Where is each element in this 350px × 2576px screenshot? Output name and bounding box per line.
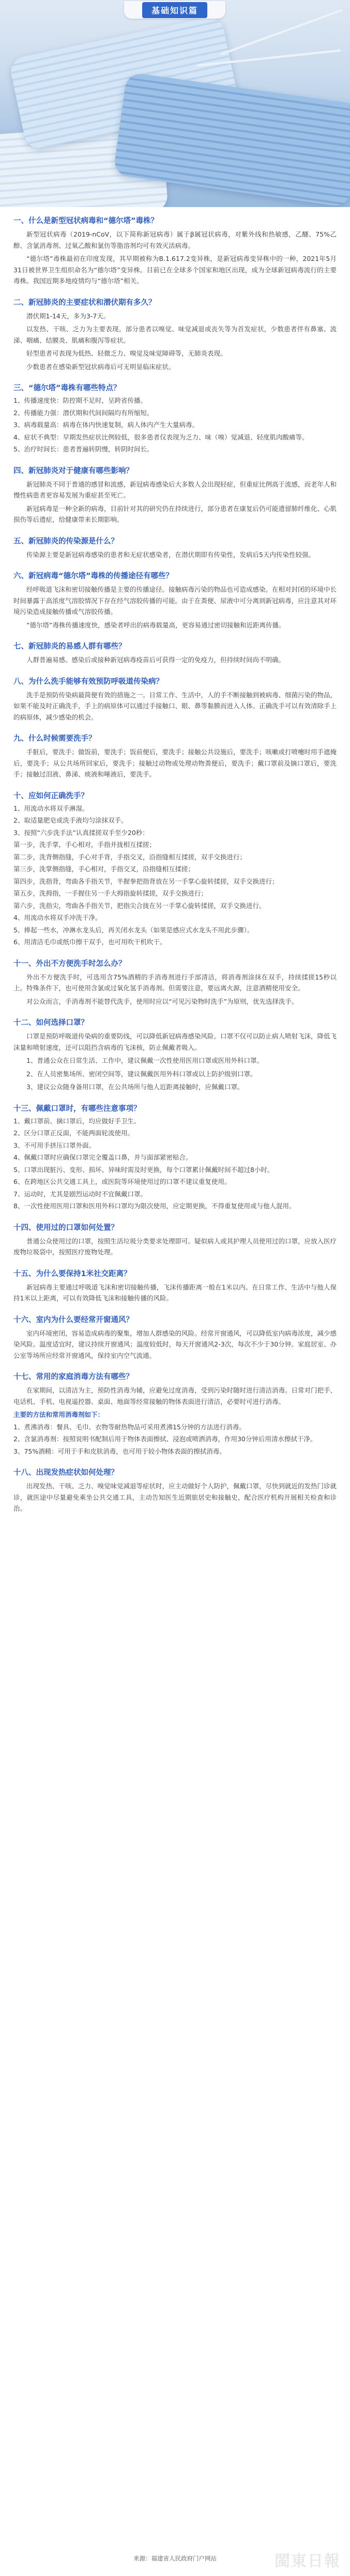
section-heading: 七、新冠肺炎的易感人群有哪些？ [13,642,126,651]
section-heading: 四、新冠肺炎对于健康有哪些影响？ [13,466,133,475]
paragraph: 在家期间，以清洁为主，预防性消毒为辅，应避免过度消毒，受到污染时随时进行清洁消毒。日常对门把手、电话机、手机、电视遥控器、桌面、地面等经常接触的物体表面进行清洁，必要时可进行消毒。 [13,1386,337,1406]
paragraph: 对公众而言，手消毒剂不能替代洗手，使用时应以“可见污染物时洗手”为原则，优先选择洗手。 [26,997,298,1005]
list-item: 1、用流动水将双手淋湿。 [13,804,89,812]
list-item: 第二步，洗背侧指缝，手心对手背，手指交叉，沿指缝相互揉搓，双手交换进行； [13,853,247,861]
paragraph: 出现发热、干咳、乏力、嗅觉味觉减退等症状时，应主动做好个人防护，佩戴口罩，尽快到就近的发热门诊就诊，就医途中尽量避免乘坐公共交通工具，主动告知医生近期旅居史和接触史，配合医疗机构开展相关检查和诊治。 [13,1482,337,1512]
paragraph: 潜伏期1-14天，多为3-7天。 [26,312,110,320]
sub-heading: 主要的方法和常用消毒剂如下： [13,1411,104,1418]
paragraph: 普通公众使用过的口罩，按照生活垃圾分类要求处理即可。疑似病人或其护理人员使用过的口罩，应放入医疗废物垃圾袋中，按照医疗废物处理。 [13,1237,337,1256]
list-item: 4、症状不典型：早期发热症状比例较低，很多患者仅表现为乏力、味（嗅）觉减退、轻度肌肉酸痛等。 [13,433,309,441]
paragraph: 3、建议公众随身备用口罩，在公共场所与他人近距离接触时，应佩戴口罩。 [26,1083,244,1091]
paragraph: 人群普遍易感。感染后或接种新冠病毒疫苗后可获得一定的免疫力，但持续时间尚不明确。 [26,656,285,664]
section-heading: 十三、佩戴口罩时，有哪些注意事项？ [13,1104,141,1113]
list-item: 第六步，洗指尖，弯曲各手指关节，把指尖合拢在另一手掌心旋转揉搓，双手交换进行。 [13,901,266,910]
paragraph: “德尔塔”毒株传播速度快，感染者呼出的病毒载量高，更容易通过密切接触和近距离传播。 [26,621,285,629]
article-body [0,207,350,1514]
footer [0,2541,350,2576]
section-heading: 二、新冠肺炎的主要症状和潜伏期有多久？ [13,298,156,307]
paragraph: 2、在人员密集场所、密闭空间等，建议佩戴医用外科口罩或以上防护级别口罩。 [26,1070,257,1078]
list-item: 4、用流动水将双手冲洗干净。 [13,914,102,921]
list-item: 6、用清洁毛巾或纸巾擦干双手，也可用吹干机吹干。 [13,938,166,946]
paragraph: 外出不方便洗手时，可选用含75%酒精的手消毒剂进行手部清洁，将消毒剂涂抹在双手，持续揉搓15秒以上。特殊条件下，也可使用含氯或过氧化氢手消毒剂。但需要注意，要远离火源，注意酒精使用安全。 [13,973,337,992]
section-heading: 十一、外出不方便洗手时怎么办？ [13,959,126,968]
list-item: 3、病毒载量高：病毒在体内快速复制，病人体内产生大量病毒。 [13,421,199,429]
section-heading: 六、新冠病毒“德尔塔”毒株的传播途径有哪些？ [13,572,174,580]
banner-image [0,0,350,207]
section-heading: 八、为什么洗手能够有效预防呼吸道传染病？ [13,677,163,686]
list-item: 3、75%酒精：可用于手和皮肤消毒，也可用于较小物体表面的擦拭消毒。 [13,1447,226,1455]
list-item: 3、不可用手挤压口罩外面。 [13,1141,95,1149]
section-heading: 十五、为什么要保持1米社交距离？ [13,1269,131,1278]
list-item: 5、口罩出现脏污、变形、损坏、异味时需及时更换，每个口罩累计佩戴时间不超过8小时。 [13,1165,274,1174]
list-item: 7、运动时，尤其是剧烈运动时不宜佩戴口罩。 [13,1190,147,1198]
paragraph: 口罩是预防呼吸道传染病的重要防线，可以降低新冠病毒感染风险。口罩不仅可以防止病人喷射飞沫，降低飞沫量和喷射速度，还可以阻挡含病毒的飞沫核，防止佩戴者吸入。 [13,1032,337,1051]
section-heading: 三、“德尔塔”毒株有哪些特点？ [13,384,121,392]
paragraph: 传染源主要是新冠病毒感染的患者和无症状感染者，在潜伏期即有传染性，发病后5天内传染性较强。 [26,550,315,559]
section-heading: 十二、如何选择口罩？ [13,1019,88,1027]
badge-label: 基础知识篇 [142,2,207,18]
paragraph: 洗手是预防传染病最简便有效的措施之一。日常工作、生活中，人的手不断接触到被病毒、细菌污染的物品，如果不能及时正确洗手，手上的病原体可以通过手接触口、眼、鼻等黏膜而进入人体。正确洗手可以有效清除手上的病原体，减少感染的机会。 [13,691,337,721]
section-heading: 五、新冠肺炎的传染源是什么？ [13,537,118,546]
watermark-logo: 閩東日報 [275,2552,341,2570]
section-badge [124,1,225,19]
paragraph: 新冠肺炎不同于普通的感冒和流感，新冠病毒感染后大多数人会出现轻症，但重症比例高于流感，而老年人和慢性病患者更容易发展为重症甚至死亡。 [13,480,337,499]
list-item: 5、治疗时间长：患者普遍转阴慢，转阴时间长。 [13,445,154,453]
list-item: 1、煮沸消毒：餐具、毛巾、衣物等耐热物品可采用煮沸15分钟的方法进行消毒。 [13,1423,246,1431]
mask-strap [221,9,343,55]
list-item: 1、传播速度快：防控期不足时，呈跨省传播。 [13,397,147,404]
list-item: 第三步，洗掌侧指缝，手心相对，手指交叉，沿指缝相互揉搓； [13,865,195,873]
paragraph: 新型冠状病毒（2019-nCoV，以下简称新冠病毒）属于β属冠状病毒，对紫外线和热敏感，乙醚、75%乙醇、含氯消毒剂、过氧乙酸和氯仿等脂溶剂均可有效灭活病毒。 [13,230,337,250]
paragraph: 新冠病毒是一种全新的病毒，目前针对其的研究仍在持续进行，部分患者在康复后仍可能遗留肺纤维化、心肌损伤等后遗症，给健康带来长期影响。 [13,504,337,523]
list-item: 2、含氯消毒剂：按照说明书配制后用于物体表面擦拭、浸泡或喷洒消毒，作用30分钟后用清水擦拭干净。 [13,1435,317,1443]
paragraph: 轻型患者可表现为低热、轻微乏力、嗅觉及味觉障碍等，无肺炎表现。 [26,349,227,357]
list-item: 8、一次性使用医用口罩和医用外科口罩均为限次使用，应定期更换，不得重复使用或与他人混用。 [13,1202,296,1210]
section-heading: 十七、常用的家庭消毒方法有哪些？ [13,1373,133,1381]
list-item: 6、在跨地区公共交通工具上，或医院等环境使用过的口罩不建议重复使用。 [13,1178,231,1185]
list-item: 3、按照“六步洗手法”认真揉搓双手至少20秒： [13,828,149,837]
paragraph: 以发热、干咳、乏力为主要表现。部分患者以嗅觉、味觉减退或丧失等为首发症状，少数患者伴有鼻塞、流涕、咽痛、结膜炎、肌痛和腹泻等症状。 [13,325,337,344]
section-heading: 十六、室内为什么要经常开窗通风？ [13,1315,133,1324]
paragraph: 少数患者在感染新型冠状病毒后可无明显临床症状。 [26,362,175,371]
list-item: 4、佩戴口罩时应确保口罩完全覆盖口鼻，并与面部紧密贴合。 [13,1153,192,1161]
paragraph: 经呼吸道飞沫和密切接触传播是主要的传播途径。接触病毒污染的物品也可造成感染。在相对封闭的环境中长时间暴露于高浓度气溶胶情况下存在经气溶胶传播的可能。由于在粪便、尿液中可分离到新冠病毒，应注意其对环境污染造成接触传播或气溶胶传播。 [13,586,337,616]
list-item: 5、捧起一些水，冲淋水龙头后，再关闭水龙头（如果是感应式水龙头不用此步骤）。 [13,926,254,934]
section-heading: 一、什么是新型冠状病毒和“德尔塔”毒株？ [13,217,159,225]
list-item: 第五步，洗拇指，一手握住另一手大拇指旋转揉搓，双手交换进行； [13,889,208,897]
list-item: 1、戴口罩前、摘口罩后，均应做好手卫生。 [13,1117,141,1125]
list-item: 2、取适量肥皂或洗手液均匀涂抹双手。 [13,816,128,824]
section-heading: 十、应如何正确洗手？ [13,792,88,800]
section-heading: 十八、出现发热症状如何处理？ [13,1469,118,1477]
list-item: 2、传播能力强：潜伏期和代间间隔均有所缩短。 [13,408,154,417]
list-item: 第一步，洗手掌，手心相对，手指并拢相互揉搓； [13,841,156,848]
source-text: 来源：福建省人民政府门户网站 [133,2555,217,2562]
paragraph: 手脏后，要洗手；做饭前，要洗手；饭前便后，要洗手；接触公共设施后，要洗手；咳嗽或打喷嚏时用手遮掩后，要洗手；从公共场所回家后，要洗手；接触过动物或处理动物粪便后，要洗手；戴口罩前及摘口罩后，要洗手；接触过泪液、鼻涕、痰液和唾液后，要洗手。 [13,748,337,778]
paragraph: “德尔塔”毒株最初在印度发现，其早期被称为B.1.617.2变异株，是新冠病毒变异株中的一种，2021年5月31日被世界卫生组织命名为“德尔塔”变异株。目前已在全球多个国家和地区出现，成为全球新冠病毒流行的主要毒株。我国近期多地疫情均与“德尔塔”相关。 [13,255,337,285]
section-heading: 九、什么时候需要洗手？ [13,735,96,743]
paragraph: 新冠病毒主要通过呼吸道飞沫和密切接触传播，飞沫传播距离一般在1米以内。在日常工作、生活中与他人保持1米以上距离，可以有效降低飞沫和接触传播的风险。 [13,1283,337,1302]
paragraph: 1、普通公众在日常生活、工作中，建议佩戴一次性使用医用口罩或医用外科口罩。 [26,1057,263,1064]
paragraph: 室内环境密闭，容易造成病毒的聚集，增加人群感染的风险。经常开窗通风，可以降低室内病毒浓度，减少感染风险。温度适宜时，建议持续开窗通风；温度较低时，每天开窗通风2-3次，每次不少于30分钟。家庭居室、办公室等场所应经常开窗通风，保持室内空气流通。 [13,1329,337,1359]
section-heading: 十四、使用过的口罩如何处置？ [13,1223,118,1232]
list-item: 第四步，洗指背，弯曲各手指关节，半握拳把指背放在另一手掌心旋转揉搓，双手交换进行； [13,877,279,885]
list-item: 2、区分口罩正反面，不能两面轮流使用。 [13,1129,134,1137]
